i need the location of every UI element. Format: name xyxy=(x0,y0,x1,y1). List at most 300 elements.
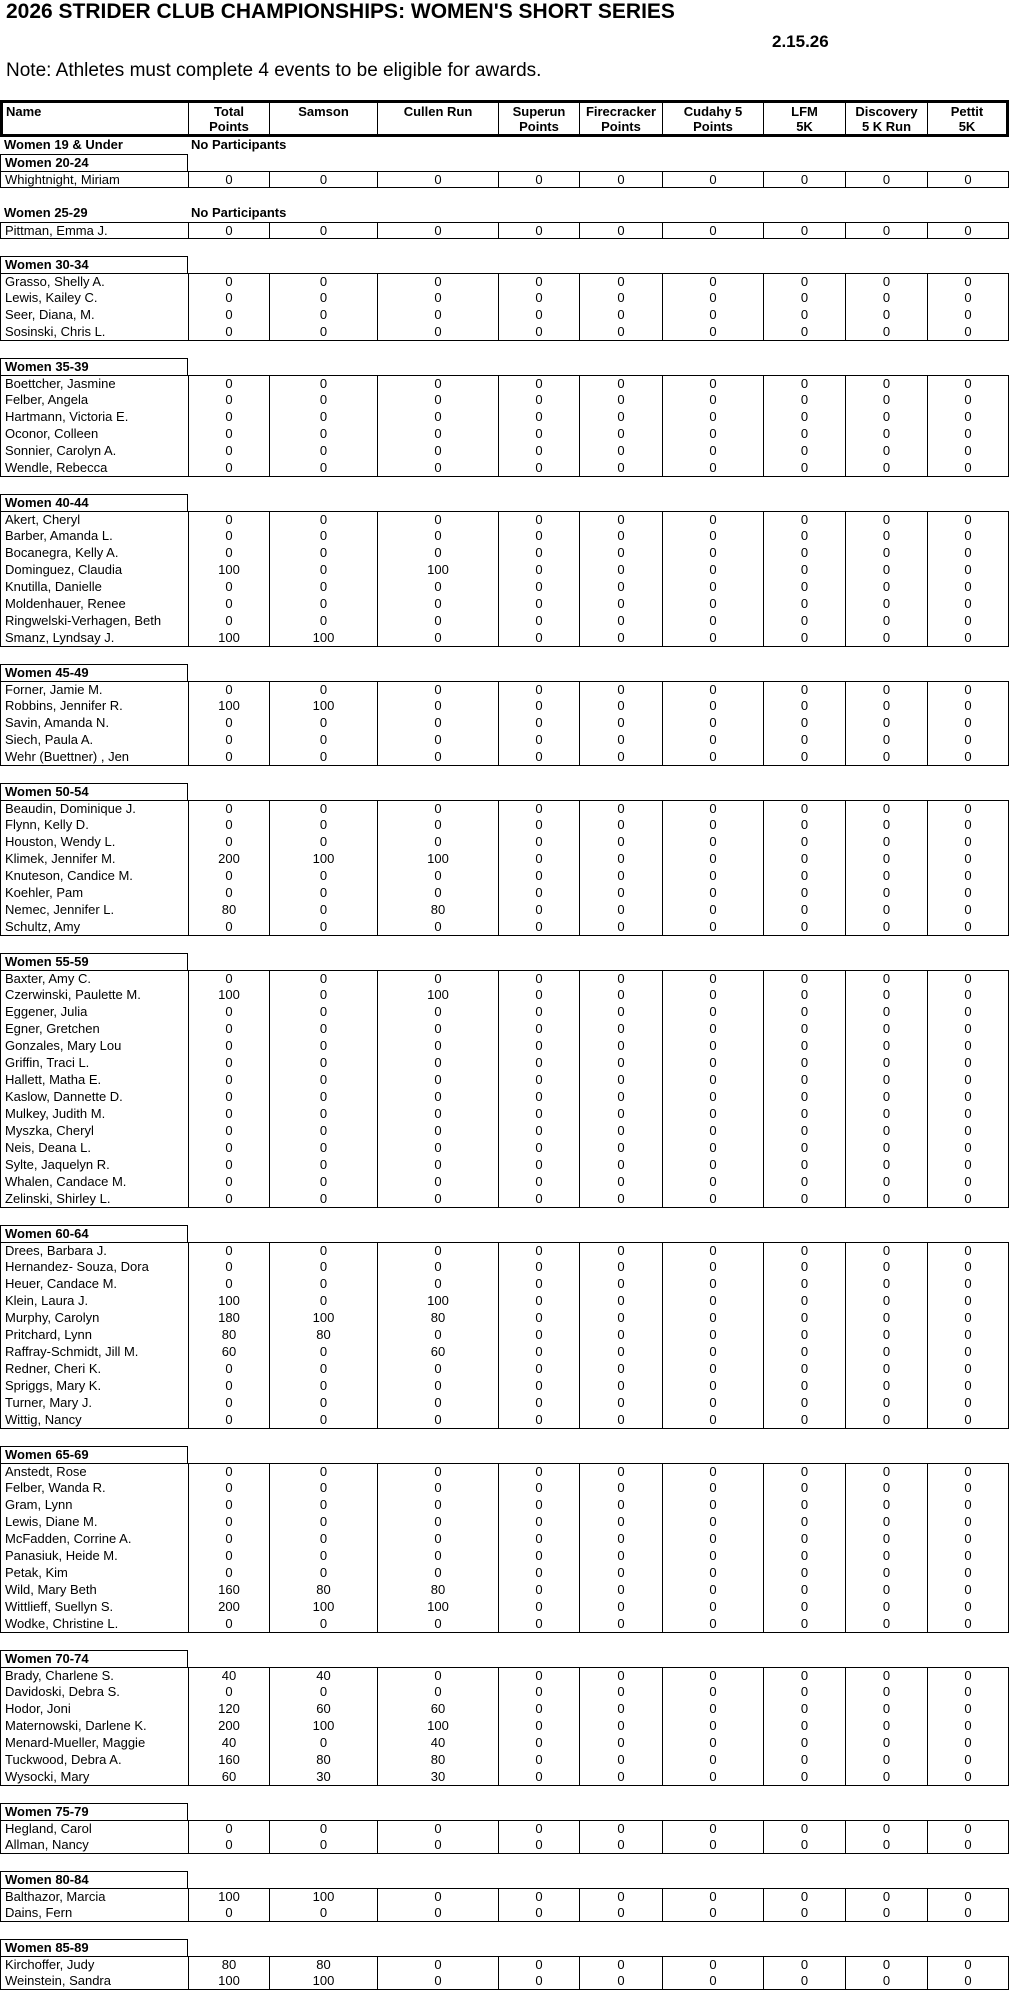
points-cell: 0 xyxy=(845,1548,927,1565)
points-cell: 0 xyxy=(377,1106,498,1123)
points-cell: 40 xyxy=(377,1735,498,1752)
column-header: Firecracker Points xyxy=(579,103,662,134)
points-cell: 0 xyxy=(377,1089,498,1106)
points-cell: 0 xyxy=(845,1480,927,1497)
points-cell: 0 xyxy=(498,834,579,851)
athlete-name: Sylte, Jaquelyn R. xyxy=(0,1157,188,1174)
points-cell: 0 xyxy=(498,1514,579,1531)
points-cell: 0 xyxy=(927,970,1009,987)
points-cell: 0 xyxy=(269,1259,377,1276)
points-cell: 0 xyxy=(269,749,377,766)
points-cell: 100 xyxy=(377,562,498,579)
points-cell: 0 xyxy=(927,1395,1009,1412)
points-cell: 0 xyxy=(763,290,845,307)
points-cell: 0 xyxy=(498,460,579,477)
points-cell: 0 xyxy=(927,1667,1009,1684)
age-group-header xyxy=(0,1650,1009,1667)
points-cell: 0 xyxy=(269,290,377,307)
points-cell: 0 xyxy=(377,732,498,749)
points-cell: 0 xyxy=(763,1599,845,1616)
points-cell: 0 xyxy=(662,1072,763,1089)
points-cell: 0 xyxy=(763,375,845,392)
points-cell: 0 xyxy=(498,511,579,528)
age-group-label: Women 70-74 xyxy=(0,1650,188,1667)
points-cell: 0 xyxy=(579,1412,662,1429)
points-cell: 60 xyxy=(377,1701,498,1718)
points-cell: 0 xyxy=(188,817,269,834)
points-cell: 0 xyxy=(498,1718,579,1735)
points-cell: 0 xyxy=(579,1106,662,1123)
points-cell: 0 xyxy=(269,1242,377,1259)
athlete-name: Brady, Charlene S. xyxy=(0,1667,188,1684)
points-cell: 0 xyxy=(377,1276,498,1293)
points-cell: 0 xyxy=(377,1480,498,1497)
table-header xyxy=(0,100,1009,137)
points-cell: 0 xyxy=(579,1701,662,1718)
points-cell: 100 xyxy=(188,987,269,1004)
points-cell: 0 xyxy=(498,1395,579,1412)
points-cell: 0 xyxy=(579,1123,662,1140)
points-cell: 0 xyxy=(188,222,269,239)
points-cell: 0 xyxy=(662,1735,763,1752)
points-cell: 0 xyxy=(377,1395,498,1412)
athlete-name: Wehr (Buettner) , Jen xyxy=(0,749,188,766)
points-cell: 0 xyxy=(498,1701,579,1718)
points-cell: 0 xyxy=(377,1497,498,1514)
points-cell: 0 xyxy=(845,1293,927,1310)
points-cell: 0 xyxy=(579,1242,662,1259)
points-cell: 0 xyxy=(377,579,498,596)
points-cell: 0 xyxy=(927,1344,1009,1361)
points-cell: 0 xyxy=(845,1735,927,1752)
points-cell: 0 xyxy=(845,698,927,715)
points-cell: 0 xyxy=(662,1905,763,1922)
athlete-name: Turner, Mary J. xyxy=(0,1395,188,1412)
points-cell: 100 xyxy=(269,698,377,715)
table-row xyxy=(0,426,1009,443)
eligibility-note: Note: Athletes must complete 4 events to be eligible for awards. xyxy=(6,60,542,81)
points-cell: 0 xyxy=(269,511,377,528)
group-spacer xyxy=(0,477,1009,494)
points-cell: 0 xyxy=(377,1055,498,1072)
points-cell: 40 xyxy=(269,1667,377,1684)
points-cell: 0 xyxy=(763,1174,845,1191)
athlete-name: Murphy, Carolyn xyxy=(0,1310,188,1327)
age-group-header xyxy=(0,205,1009,222)
points-cell: 0 xyxy=(269,392,377,409)
age-group-label: Women 45-49 xyxy=(0,664,188,681)
points-cell: 0 xyxy=(927,1191,1009,1208)
points-cell: 0 xyxy=(498,528,579,545)
points-cell: 0 xyxy=(269,800,377,817)
points-cell: 0 xyxy=(377,681,498,698)
points-cell: 0 xyxy=(579,1327,662,1344)
points-cell: 0 xyxy=(188,1140,269,1157)
points-cell: 0 xyxy=(377,1548,498,1565)
points-cell: 0 xyxy=(927,1956,1009,1973)
points-cell: 0 xyxy=(763,800,845,817)
points-cell: 0 xyxy=(579,1667,662,1684)
points-cell: 0 xyxy=(927,1378,1009,1395)
group-spacer xyxy=(0,341,1009,358)
points-cell: 0 xyxy=(927,392,1009,409)
points-cell: 0 xyxy=(845,171,927,188)
points-cell: 0 xyxy=(377,1463,498,1480)
table-row xyxy=(0,1973,1009,1990)
points-cell: 0 xyxy=(927,630,1009,647)
age-group-header xyxy=(0,256,1009,273)
athlete-name: Grasso, Shelly A. xyxy=(0,273,188,290)
points-cell: 0 xyxy=(927,732,1009,749)
athlete-name: Spriggs, Mary K. xyxy=(0,1378,188,1395)
points-cell: 0 xyxy=(498,1361,579,1378)
points-cell: 80 xyxy=(269,1327,377,1344)
points-cell: 0 xyxy=(927,1293,1009,1310)
points-cell: 0 xyxy=(845,1378,927,1395)
points-cell: 0 xyxy=(763,1089,845,1106)
points-cell: 0 xyxy=(188,800,269,817)
points-cell: 0 xyxy=(763,511,845,528)
points-cell: 0 xyxy=(498,1888,579,1905)
points-cell: 0 xyxy=(579,1616,662,1633)
points-cell: 0 xyxy=(498,171,579,188)
points-cell: 0 xyxy=(763,528,845,545)
table-row xyxy=(0,1106,1009,1123)
points-cell: 0 xyxy=(845,1718,927,1735)
points-cell: 0 xyxy=(188,732,269,749)
points-cell: 0 xyxy=(763,1123,845,1140)
points-cell: 0 xyxy=(662,562,763,579)
points-cell: 100 xyxy=(377,851,498,868)
table-row xyxy=(0,1497,1009,1514)
points-cell: 0 xyxy=(269,902,377,919)
points-cell: 0 xyxy=(579,460,662,477)
points-cell: 0 xyxy=(269,1497,377,1514)
points-cell: 0 xyxy=(498,273,579,290)
athlete-name: Gonzales, Mary Lou xyxy=(0,1038,188,1055)
table-row xyxy=(0,1531,1009,1548)
points-cell: 0 xyxy=(269,715,377,732)
table-row xyxy=(0,1905,1009,1922)
points-cell: 0 xyxy=(763,1973,845,1990)
points-cell: 80 xyxy=(269,1956,377,1973)
points-cell: 0 xyxy=(845,1021,927,1038)
points-cell: 60 xyxy=(377,1344,498,1361)
points-cell: 0 xyxy=(579,834,662,851)
no-participants-label: No Participants xyxy=(191,137,287,152)
points-cell: 0 xyxy=(377,919,498,936)
group-spacer xyxy=(0,1786,1009,1803)
points-cell: 0 xyxy=(845,1361,927,1378)
points-cell: 0 xyxy=(763,1718,845,1735)
points-cell: 0 xyxy=(188,528,269,545)
athlete-name: Egner, Gretchen xyxy=(0,1021,188,1038)
points-cell: 0 xyxy=(188,1089,269,1106)
points-cell: 0 xyxy=(763,1038,845,1055)
points-cell: 0 xyxy=(579,579,662,596)
points-cell: 0 xyxy=(662,800,763,817)
points-cell: 0 xyxy=(188,1412,269,1429)
points-cell: 0 xyxy=(188,1276,269,1293)
points-cell: 0 xyxy=(188,1038,269,1055)
table-row xyxy=(0,1344,1009,1361)
points-cell: 0 xyxy=(662,409,763,426)
points-cell: 0 xyxy=(927,681,1009,698)
points-cell: 0 xyxy=(662,1718,763,1735)
athlete-name: Weinstein, Sandra xyxy=(0,1973,188,1990)
points-cell: 0 xyxy=(579,851,662,868)
points-cell: 180 xyxy=(188,1310,269,1327)
points-cell: 80 xyxy=(188,1956,269,1973)
points-cell: 0 xyxy=(498,1565,579,1582)
points-cell: 0 xyxy=(662,528,763,545)
points-cell: 0 xyxy=(269,613,377,630)
points-cell: 0 xyxy=(927,817,1009,834)
points-cell: 0 xyxy=(845,681,927,698)
points-cell: 0 xyxy=(498,1055,579,1072)
points-cell: 0 xyxy=(377,545,498,562)
points-cell: 0 xyxy=(269,834,377,851)
points-cell: 0 xyxy=(269,324,377,341)
athlete-name: Neis, Deana L. xyxy=(0,1140,188,1157)
points-cell: 0 xyxy=(269,545,377,562)
table-row xyxy=(0,460,1009,477)
athlete-name: Raffray-Schmidt, Jill M. xyxy=(0,1344,188,1361)
table-row xyxy=(0,1667,1009,1684)
points-cell: 0 xyxy=(662,1055,763,1072)
points-cell: 0 xyxy=(498,1072,579,1089)
points-cell: 0 xyxy=(269,443,377,460)
athlete-name: Pritchard, Lynn xyxy=(0,1327,188,1344)
points-cell: 60 xyxy=(188,1344,269,1361)
points-cell: 0 xyxy=(498,1327,579,1344)
points-cell: 0 xyxy=(579,1361,662,1378)
points-cell: 0 xyxy=(579,222,662,239)
athlete-name: Knutilla, Danielle xyxy=(0,579,188,596)
points-cell: 0 xyxy=(188,579,269,596)
points-cell: 0 xyxy=(763,222,845,239)
points-cell: 0 xyxy=(498,1735,579,1752)
athlete-name: Allman, Nancy xyxy=(0,1837,188,1854)
points-cell: 0 xyxy=(269,868,377,885)
athlete-name: Hallett, Matha E. xyxy=(0,1072,188,1089)
points-cell: 0 xyxy=(377,273,498,290)
points-cell: 0 xyxy=(188,1395,269,1412)
points-cell: 0 xyxy=(579,715,662,732)
points-cell: 0 xyxy=(763,630,845,647)
athlete-name: Maternowski, Darlene K. xyxy=(0,1718,188,1735)
points-cell: 0 xyxy=(763,834,845,851)
points-cell: 0 xyxy=(498,1684,579,1701)
points-cell: 0 xyxy=(579,1548,662,1565)
points-cell: 0 xyxy=(498,1038,579,1055)
points-cell: 0 xyxy=(579,1310,662,1327)
athlete-name: Boettcher, Jasmine xyxy=(0,375,188,392)
points-cell: 0 xyxy=(927,1412,1009,1429)
points-cell: 0 xyxy=(662,1582,763,1599)
points-cell: 0 xyxy=(845,987,927,1004)
points-cell: 0 xyxy=(927,613,1009,630)
table-row xyxy=(0,579,1009,596)
table-row xyxy=(0,1276,1009,1293)
points-cell: 0 xyxy=(662,1820,763,1837)
points-cell: 0 xyxy=(763,1072,845,1089)
points-cell: 0 xyxy=(269,1531,377,1548)
points-cell: 0 xyxy=(498,1412,579,1429)
points-cell: 0 xyxy=(662,1463,763,1480)
table-row xyxy=(0,885,1009,902)
points-cell: 0 xyxy=(579,375,662,392)
athlete-name: Redner, Cheri K. xyxy=(0,1361,188,1378)
points-cell: 0 xyxy=(845,1582,927,1599)
points-cell: 0 xyxy=(579,545,662,562)
points-cell: 0 xyxy=(845,1055,927,1072)
points-cell: 0 xyxy=(845,1242,927,1259)
points-cell: 0 xyxy=(579,1888,662,1905)
points-cell: 0 xyxy=(845,1531,927,1548)
points-cell: 0 xyxy=(498,1310,579,1327)
column-header: Cullen Run xyxy=(377,103,498,134)
points-cell: 0 xyxy=(377,409,498,426)
points-cell: 0 xyxy=(845,1667,927,1684)
points-cell: 0 xyxy=(579,1497,662,1514)
points-cell: 0 xyxy=(845,596,927,613)
points-cell: 0 xyxy=(662,1327,763,1344)
points-cell: 0 xyxy=(498,290,579,307)
athlete-name: Heuer, Candace M. xyxy=(0,1276,188,1293)
points-cell: 0 xyxy=(662,919,763,936)
points-cell: 0 xyxy=(662,222,763,239)
points-cell: 0 xyxy=(845,460,927,477)
points-cell: 0 xyxy=(763,1616,845,1633)
table-row xyxy=(0,596,1009,613)
points-cell: 0 xyxy=(377,1191,498,1208)
points-cell: 0 xyxy=(377,222,498,239)
points-cell: 0 xyxy=(579,562,662,579)
points-cell: 0 xyxy=(845,817,927,834)
table-row xyxy=(0,528,1009,545)
points-cell: 0 xyxy=(579,1021,662,1038)
table-row xyxy=(0,1021,1009,1038)
points-cell: 0 xyxy=(845,902,927,919)
points-cell: 0 xyxy=(498,1599,579,1616)
points-cell: 0 xyxy=(662,596,763,613)
points-cell: 0 xyxy=(188,307,269,324)
points-cell: 0 xyxy=(188,1106,269,1123)
points-cell: 0 xyxy=(188,919,269,936)
points-cell: 0 xyxy=(662,715,763,732)
points-cell: 0 xyxy=(498,919,579,936)
points-cell: 0 xyxy=(188,460,269,477)
points-cell: 0 xyxy=(662,1667,763,1684)
points-cell: 0 xyxy=(269,409,377,426)
table-row xyxy=(0,307,1009,324)
points-cell: 0 xyxy=(269,1004,377,1021)
points-cell: 0 xyxy=(845,613,927,630)
table-row xyxy=(0,222,1009,239)
points-cell: 0 xyxy=(498,698,579,715)
athlete-name: Kaslow, Dannette D. xyxy=(0,1089,188,1106)
points-cell: 0 xyxy=(845,1956,927,1973)
group-spacer xyxy=(0,1208,1009,1225)
age-group-label: Women 35-39 xyxy=(0,358,188,375)
points-cell: 0 xyxy=(763,1701,845,1718)
points-cell: 0 xyxy=(763,1344,845,1361)
table-row xyxy=(0,409,1009,426)
table-row xyxy=(0,868,1009,885)
points-cell: 0 xyxy=(377,800,498,817)
athlete-name: Tuckwood, Debra A. xyxy=(0,1752,188,1769)
points-cell: 0 xyxy=(498,630,579,647)
points-cell: 0 xyxy=(579,1599,662,1616)
points-cell: 0 xyxy=(927,1599,1009,1616)
points-cell: 0 xyxy=(269,1378,377,1395)
points-cell: 0 xyxy=(377,1038,498,1055)
points-cell: 0 xyxy=(269,273,377,290)
points-cell: 0 xyxy=(845,1463,927,1480)
points-cell: 0 xyxy=(662,1837,763,1854)
points-cell: 0 xyxy=(498,987,579,1004)
points-cell: 0 xyxy=(579,1582,662,1599)
column-header: Total Points xyxy=(188,103,269,134)
points-cell: 0 xyxy=(662,1701,763,1718)
points-cell: 0 xyxy=(763,579,845,596)
points-cell: 0 xyxy=(845,1684,927,1701)
points-cell: 0 xyxy=(377,885,498,902)
points-cell: 0 xyxy=(269,1463,377,1480)
points-cell: 0 xyxy=(579,1531,662,1548)
points-cell: 0 xyxy=(763,1582,845,1599)
points-cell: 0 xyxy=(579,1395,662,1412)
points-cell: 0 xyxy=(498,1242,579,1259)
points-cell: 0 xyxy=(377,1140,498,1157)
points-cell: 0 xyxy=(579,392,662,409)
points-cell: 0 xyxy=(377,970,498,987)
points-cell: 0 xyxy=(662,1616,763,1633)
points-cell: 0 xyxy=(927,1684,1009,1701)
points-cell: 0 xyxy=(662,1480,763,1497)
points-cell: 0 xyxy=(269,1140,377,1157)
points-cell: 0 xyxy=(377,528,498,545)
points-cell: 0 xyxy=(845,1191,927,1208)
points-cell: 0 xyxy=(579,902,662,919)
points-cell: 0 xyxy=(763,1548,845,1565)
points-cell: 0 xyxy=(927,545,1009,562)
athlete-name: Klein, Laura J. xyxy=(0,1293,188,1310)
age-group-header xyxy=(0,137,1009,154)
athlete-name: Akert, Cheryl xyxy=(0,511,188,528)
points-cell: 0 xyxy=(763,817,845,834)
athlete-name: Whightnight, Miriam xyxy=(0,171,188,188)
points-cell: 0 xyxy=(763,1905,845,1922)
points-cell: 0 xyxy=(188,1548,269,1565)
points-cell: 0 xyxy=(763,1259,845,1276)
points-cell: 0 xyxy=(377,1378,498,1395)
points-cell: 0 xyxy=(579,817,662,834)
points-cell: 0 xyxy=(845,1905,927,1922)
points-cell: 0 xyxy=(188,596,269,613)
table-row xyxy=(0,1140,1009,1157)
points-cell: 0 xyxy=(377,1531,498,1548)
table-row xyxy=(0,1599,1009,1616)
points-cell: 0 xyxy=(579,1089,662,1106)
points-cell: 0 xyxy=(269,1548,377,1565)
points-cell: 0 xyxy=(579,919,662,936)
points-cell: 0 xyxy=(763,545,845,562)
points-cell: 0 xyxy=(763,987,845,1004)
points-cell: 0 xyxy=(662,630,763,647)
points-cell: 0 xyxy=(579,749,662,766)
